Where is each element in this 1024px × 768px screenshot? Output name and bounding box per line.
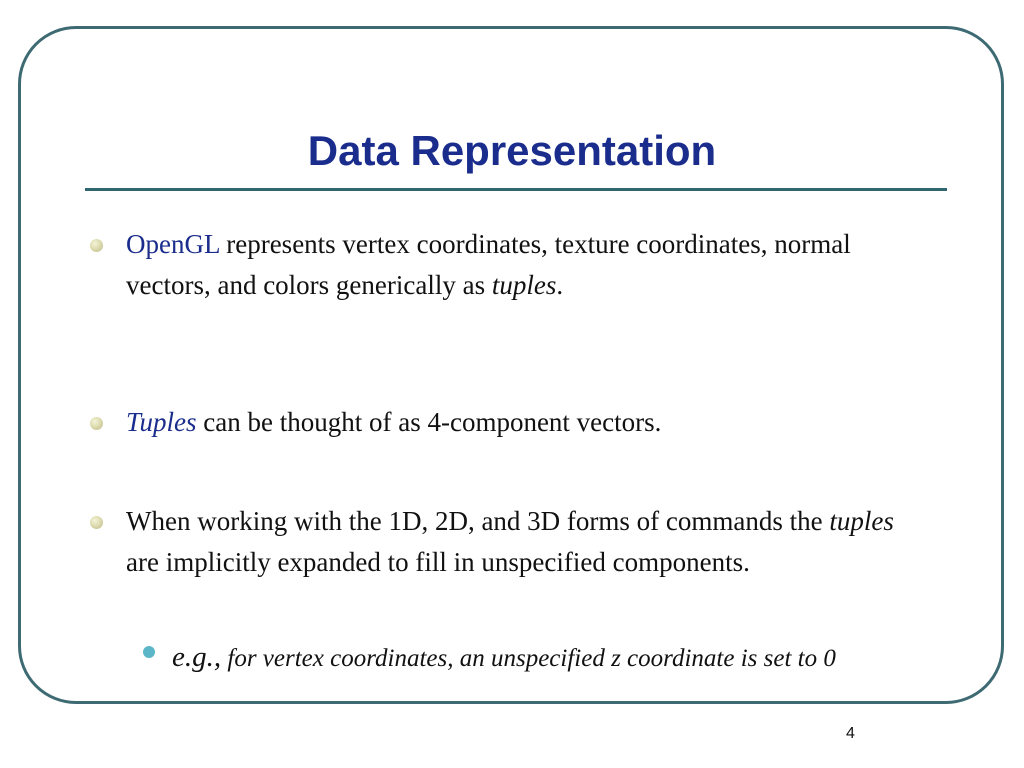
bullet-1-end: . (556, 270, 564, 300)
sub-bullet-icon (143, 646, 155, 658)
bullet-3-end: are implicitly expanded to fill in unspecified components. (126, 547, 750, 577)
bullet-icon (90, 239, 103, 252)
sub-bullet-item (172, 637, 852, 679)
bullet-2-term: Tuples (126, 407, 197, 437)
bullet-item-3 (126, 501, 906, 583)
slide-title: Data Representation (307, 127, 717, 174)
bullet-item-1 (126, 224, 906, 306)
bullet-1-italic: tuples (491, 270, 557, 300)
bullet-1-text: represents vertex coordinates, texture coordinates, normal vectors, and colors generically as (126, 229, 851, 300)
sub-bullet-lead: e.g., (172, 641, 222, 673)
bullet-1-term: OpenGL (126, 229, 220, 259)
bullet-3-text: When working with the 1D, 2D, and 3D forms of commands the (126, 506, 830, 536)
bullet-icon (90, 516, 103, 529)
bullet-3-italic: tuples (829, 506, 894, 536)
bullet-2-text: can be thought of as 4-component vectors. (196, 407, 662, 437)
title-underline (85, 188, 947, 191)
bullet-icon (90, 417, 103, 430)
page-number: 4 (846, 725, 855, 742)
sub-bullet-text: for vertex coordinates, an unspecified z coordinate is set to 0 (221, 645, 836, 672)
bullet-item-2 (126, 402, 906, 443)
